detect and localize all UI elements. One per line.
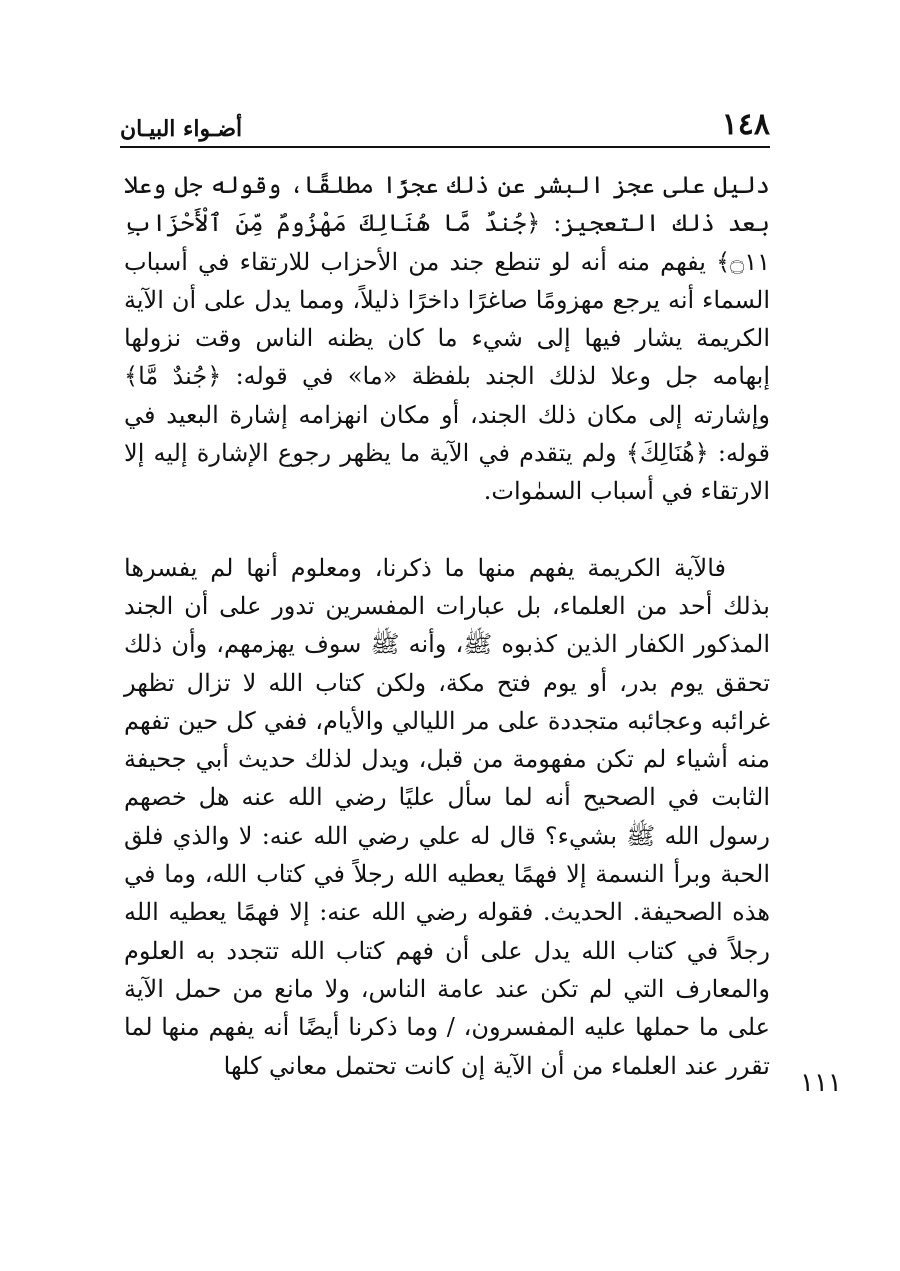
page-header xyxy=(120,102,770,148)
paragraph-1: دليل على عجز البشر عن ذلك عجزًا مطلقًا، وقوله جل وعلا بعد ذلك التعجيز: ﴿جُندٌ مَّا هُنَالِكَ مَهْزُومٌ مِّنَ ٱلْأَحْزَابِ ۝١١﴾ يفهم منه أنه لو تنطع جند من الأحزاب للارتقاء في أسباب السماء أنه يرجع مهزومًا صاغرًا داخرًا ذليلاً، ومما يدل على أن الآية الكريمة يشار فيها إلى شيء ما كان يظنه الناس وقت نزولها إبهامه جل وعلا لذلك الجند بلفظة «ما» في قوله: ﴿جُندٌ مَّا﴾ وإشارته إلى مكان ذلك الجند، أو مكان انهزامه إشارة البعيد في قوله: ﴿هُنَالِكَ﴾ ولم يتقدم في الآية ما يظهر رجوع الإشارة إليه إلا الارتقاء في أسباب السمٰوات. xyxy=(124,171,770,506)
page-number: ١٤٨ xyxy=(721,107,770,142)
paragraph-2: فالآية الكريمة يفهم منها ما ذكرنا، ومعلوم أنها لم يفسرها بذلك أحد من العلماء، بل عبارات المفسرين تدور على أن الجند المذكور الكفار الذين كذبوه ﷺ، وأنه ﷺ سوف يهزمهم، وأن ذلك تحقق يوم بدر، أو يوم فتح مكة، ولكن كتاب الله لا تزال تظهر غرائبه وعجائبه متجددة على مر الليالي والأيام، ففي كل حين تفهم منه أشياء لم تكن مفهومة من قبل، ويدل لذلك حديث أبي جحيفة الثابت في الصحيح أنه لما سأل عليًا رضي الله عنه هل خصهم رسول الله ﷺ بشيء؟ قال له علي رضي الله عنه: لا والذي فلق الحبة وبرأ النسمة إلا فهمًا يعطيه الله رجلاً في كتاب الله، وما في هذه الصحيفة. الحديث. فقوله رضي الله عنه: إلا فهمًا يعطيه الله رجلاً في كتاب الله يدل على أن فهم كتاب الله تتجدد به العلوم والمعارف التي لم تكن عند عامة الناس، ولا مانع من حمل الآية على ما حملها عليه المفسرون، / وما ذكرنا أيضًا أنه يفهم منها لما تقرر عند العلماء من أن الآية إن كانت تحتمل معاني كلها xyxy=(124,553,771,1080)
running-title: أضـواء البيـان xyxy=(120,116,243,142)
margin-page-reference: ١١١ xyxy=(800,1068,842,1098)
body-text xyxy=(124,166,770,1085)
